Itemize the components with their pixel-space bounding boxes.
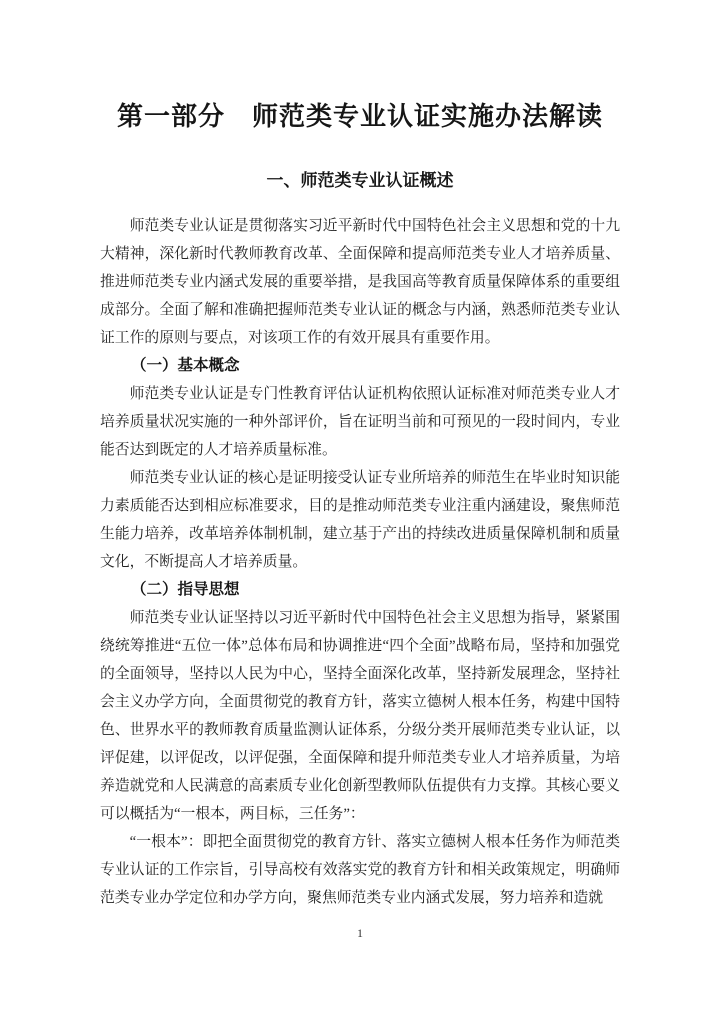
paragraph-one-fundamental: “一根本”：即把全面贯彻党的教育方针、落实立德树人根本任务作为师范类专业认证的工作宗旨，引导高校有效落实党的教育方针和相关政策规定，明确师范类专业办学定位和办学方向，聚焦师范类专业内涵式发展，努力培养和造就 <box>100 834 620 906</box>
subheading-guiding-ideology: （二）指导思想 <box>131 581 240 598</box>
paragraph-overview-intro: 师范类专业认证是贯彻落实习近平新时代中国特色社会主义思想和党的十九大精神，深化新时代教师教育改革、全面保障和提高师范类专业人才培养质量、推进师范类专业内涵式发展的重要举措，是我国高等教育质量保障体系的重要组成部分。全面了解和准确把握师范类专业认证的概念与内涵，熟悉师范类专业认证工作的原则与要点，对该项工作的有效开展具有重要作用。 <box>100 218 620 346</box>
paragraph-definition: 师范类专业认证是专门性教育评估认证机构依照认证标准对师范类专业人才培养质量状况实施的一种外部评价，旨在证明当前和可预见的一段时间内，专业能否达到既定的人才培养质量标准。 <box>100 386 620 458</box>
section-heading-overview: 一、师范类专业认证概述 <box>266 171 454 190</box>
paragraph-guiding-ideology: 师范类专业认证坚持以习近平新时代中国特色社会主义思想为指导，紧紧围绕统筹推进“五位一体”总体布局和协调推进“四个全面”战略布局，坚持和加强党的全面领导，坚持以人民为中心，坚持全面深化改革，坚持新发展理念，坚持社会主义办学方向，全面贯彻党的教育方针，落实立德树人根本任务，构建中国特色、世界水平的教师教育质量监测认证体系，分级分类开展师范类专业认证，以评促建，以评促改，以评促强，全面保障和提升师范类专业人才培养质量，为培养造就党和人民满意的高素质专业化创新型教师队伍提供有力支撑。其核心要义可以概括为“一根本，两目标，三任务”： <box>100 610 620 822</box>
document-title: 第一部分 师范类专业认证实施办法解读 <box>116 102 603 131</box>
page-number: 1 <box>357 926 363 940</box>
paragraph-core-purpose: 师范类专业认证的核心是证明接受认证专业所培养的师范生在毕业时知识能力素质能否达到相应标准要求，目的是推动师范类专业注重内涵建设，聚焦师范生能力培养，改革培养体制机制，建立基于产出的持续改进质量保障机制和质量文化，不断提高人才培养质量。 <box>100 470 620 570</box>
subheading-basic-concepts: （一）基本概念 <box>131 357 240 374</box>
